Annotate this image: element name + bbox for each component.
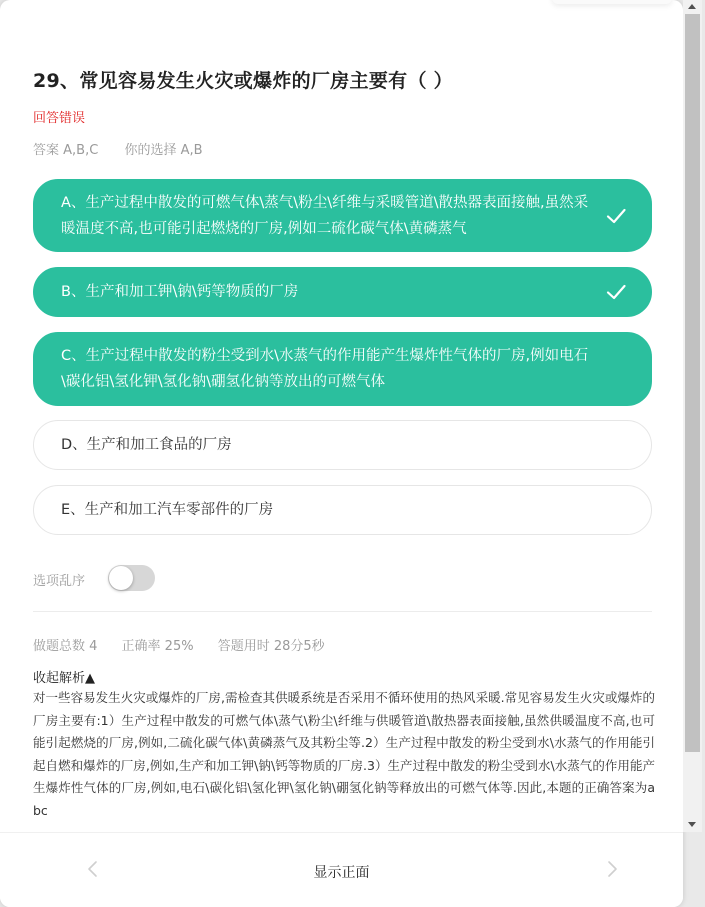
option-c[interactable]	[33, 332, 652, 406]
stat-total: 做题总数 4	[33, 639, 98, 654]
footer-bar	[0, 832, 683, 907]
correct-answer: 答案 A,B,C	[33, 143, 99, 158]
result-label: 回答错误	[33, 111, 86, 126]
option-c-label: C、生产过程中散发的粉尘受到水\水蒸气的作用能产生爆炸性气体的厂房,例如电石\碳化铝\氢化钾\氢化钠\硼氢化钠等放出的可燃气体	[61, 348, 589, 390]
chevron-right-icon[interactable]	[602, 859, 622, 879]
option-b[interactable]	[33, 267, 652, 317]
option-e[interactable]	[33, 485, 652, 535]
shuffle-toggle[interactable]	[108, 565, 155, 591]
scroll-up-arrow-icon[interactable]	[688, 4, 696, 9]
option-a[interactable]	[33, 179, 652, 252]
analysis-text: 对一些容易发生火灾或爆炸的厂房,需检查其供暖系统是否采用不循环使用的热风采暖.常见容易发生火灾或爆炸的厂房主要有:1）生产过程中散发的可燃气体\蒸气\粉尘\纤维与供暖管道\散热器表面接触,虽然供暖温度不高,也可能引起燃烧的厂房,例如,二硫化碳气体\黄磷蒸气及其粉尘等.2）生产过程中散发的粉尘受到水\水蒸气的作用能引起自燃和爆炸的厂房,例如,生产和加工钾\钠\钙等物质的厂房.3）生产过程中散发的粉尘受到水\水蒸气的作用能产生爆炸性气体的厂房,例如,电石\碳化铝\氢化钾\氢化钠\硼氢化钠等释放出的可燃气体等.因此,本题的正确答案为abc	[33, 690, 655, 818]
option-b-label: B、生产和加工钾\钠\钙等物质的厂房	[61, 284, 299, 300]
question-title: 29、常见容易发生火灾或爆炸的厂房主要有（ ）	[33, 70, 453, 92]
option-a-label: A、生产过程中散发的可燃气体\蒸气\粉尘\纤维与采暖管道\散热器表面接触,虽然采暖温度不高,也可能引起燃烧的厂房,例如二硫化碳气体\黄磷蒸气	[61, 194, 589, 237]
stat-time: 答题用时 28分5秒	[217, 639, 325, 654]
option-d-label: D、生产和加工食品的厂房	[61, 437, 232, 453]
scroll-down-arrow-icon[interactable]	[688, 822, 696, 827]
answer-line	[33, 139, 203, 158]
collapse-analysis-button[interactable]: 收起解析▲	[33, 671, 95, 686]
scrollbar-thumb[interactable]	[685, 14, 700, 752]
stat-accuracy: 正确率 25%	[121, 639, 194, 654]
show-front-button[interactable]: 显示正面	[313, 865, 370, 881]
check-icon	[605, 281, 627, 303]
vertical-scrollbar[interactable]	[683, 0, 702, 832]
option-d[interactable]	[33, 420, 652, 470]
option-e-label: E、生产和加工汽车零部件的厂房	[61, 502, 274, 518]
shuffle-label: 选项乱序	[33, 574, 86, 589]
your-choice: 你的选择 A,B	[124, 143, 203, 158]
toggle-knob	[109, 566, 133, 590]
check-icon	[605, 205, 627, 227]
stats-line	[33, 635, 325, 654]
divider	[33, 611, 652, 612]
